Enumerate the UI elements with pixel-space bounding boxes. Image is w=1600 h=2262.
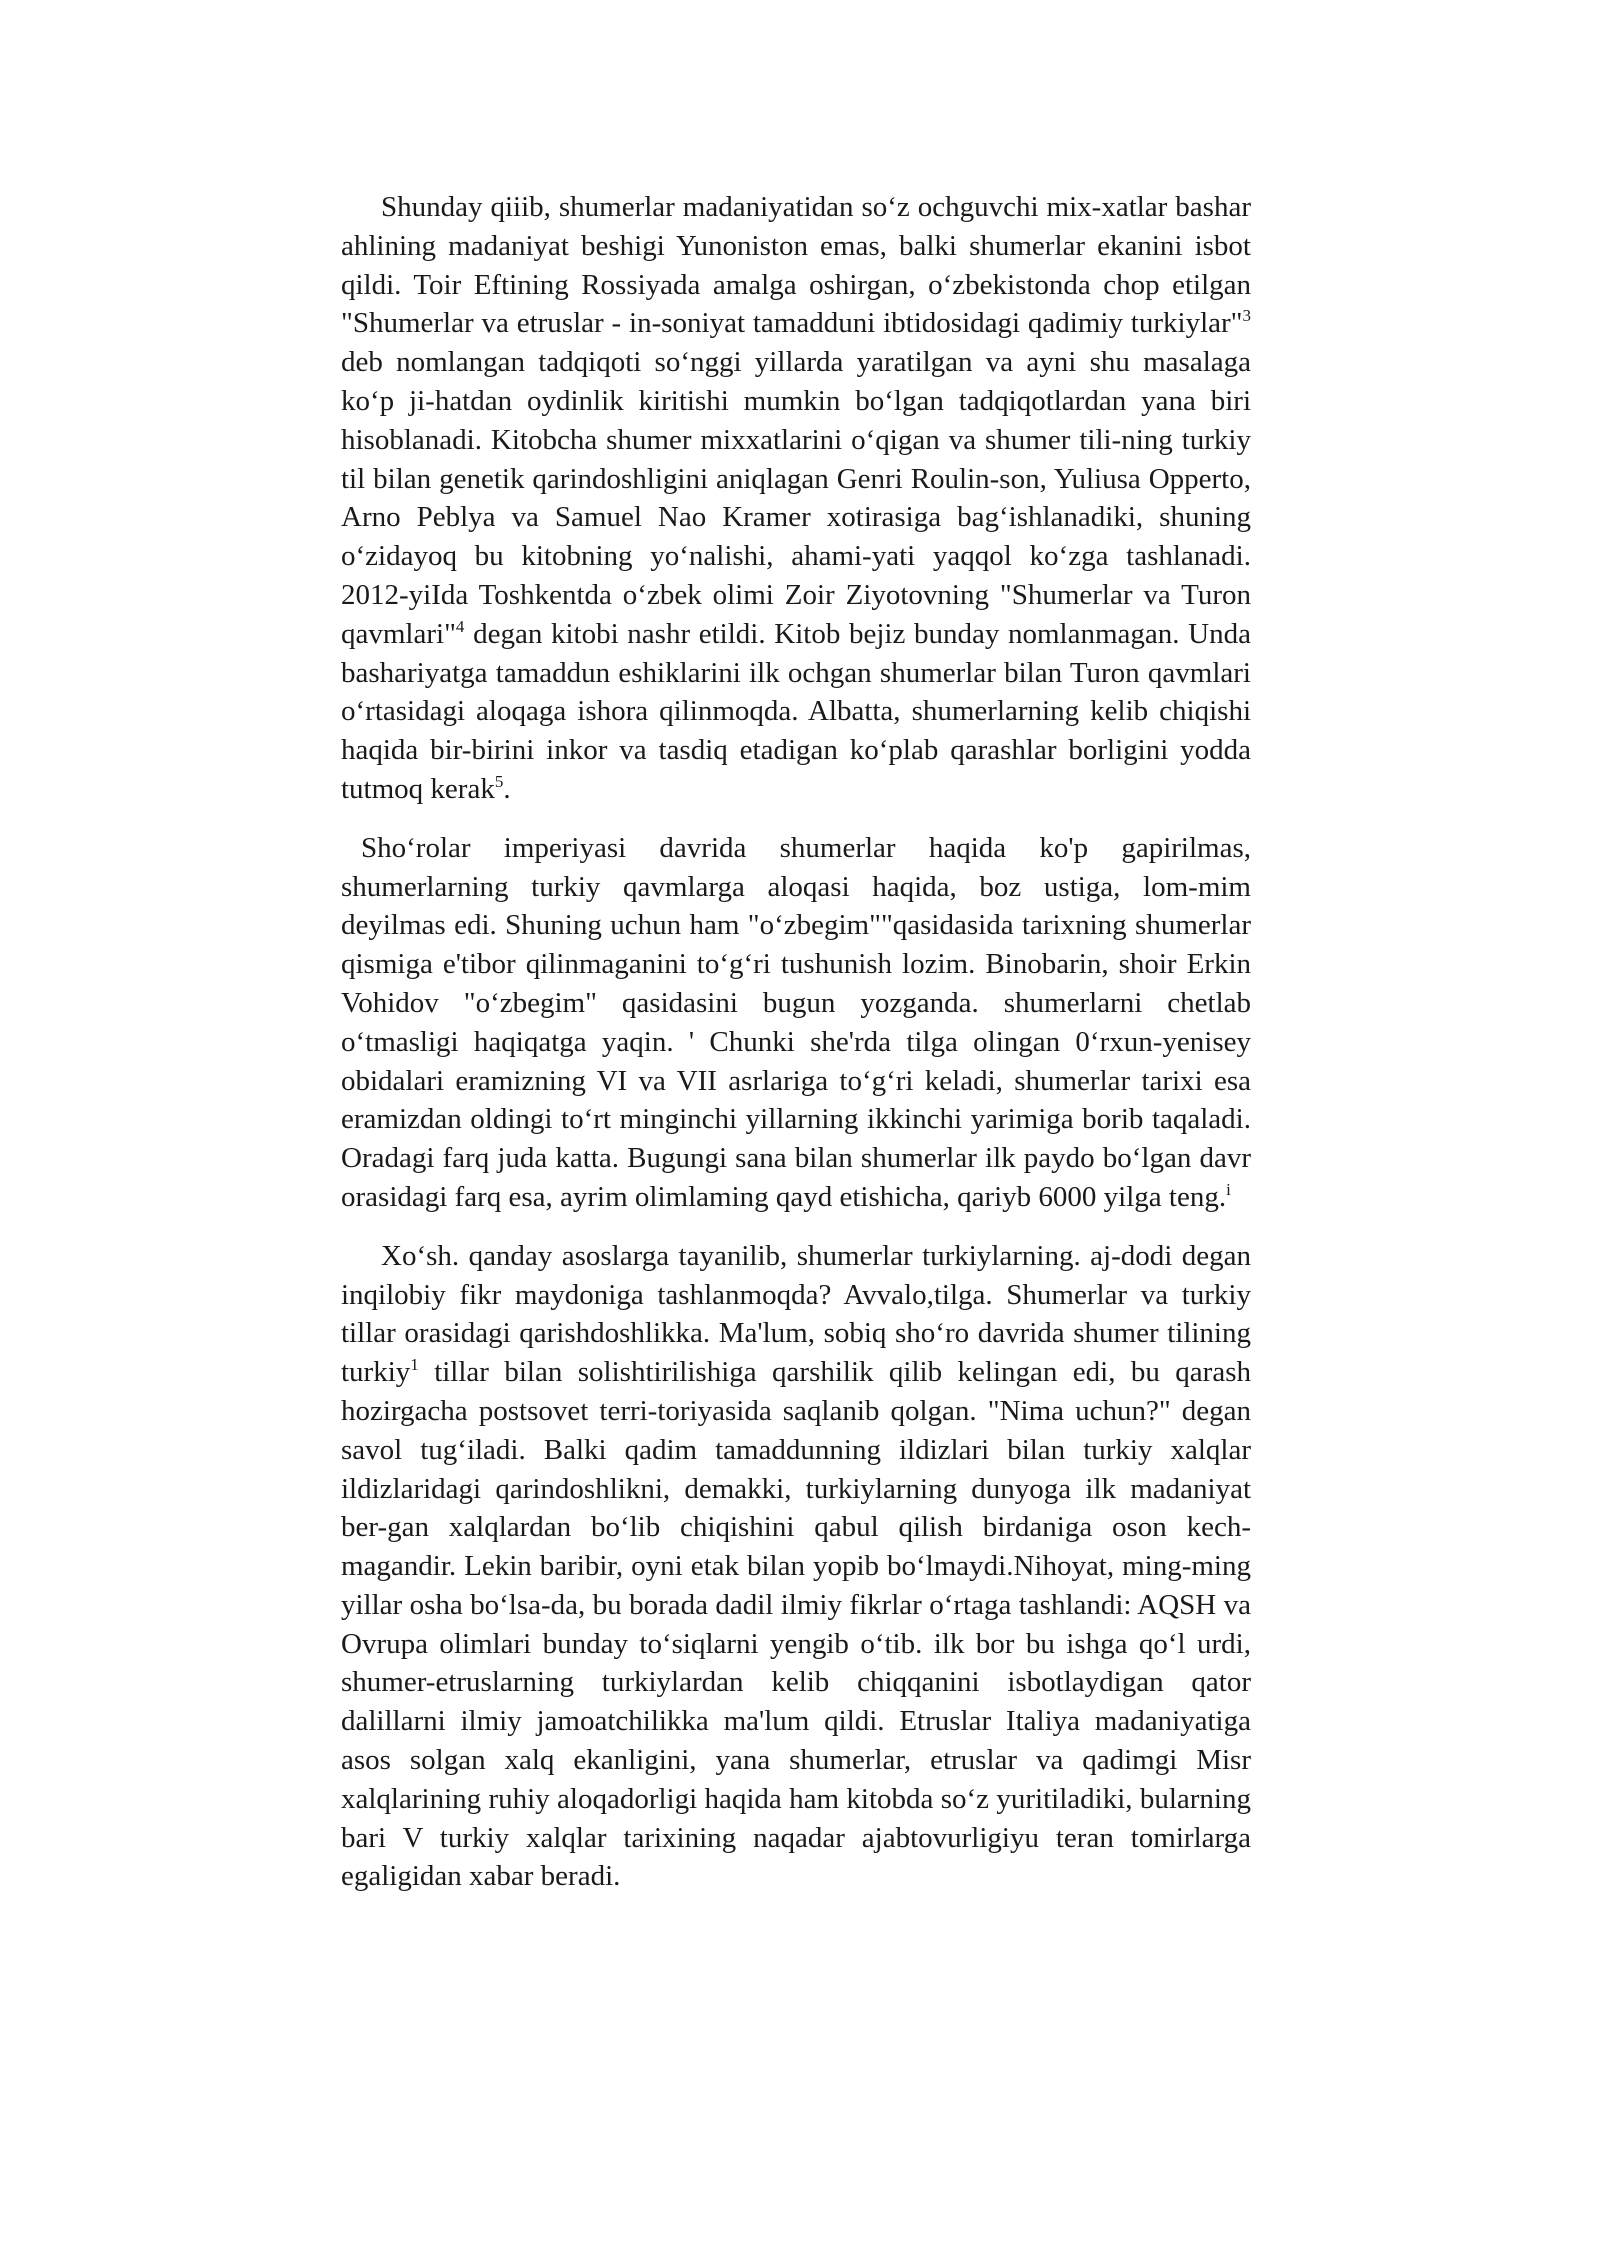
paragraph-3 xyxy=(341,1237,1251,1897)
paragraph-3-text-1: Xo‘sh. qanday asoslarga tayanilib, shumerlar turkiylarning. aj-dodi degan inqilobiy fikr maydoniga tashlanmoqda? Avvalo,tilga. Shumerlar va turkiy tillar orasidagi qarishdoshlikka. Ma'lum, sobiq sho‘ro davrida shumer tilining turkiy xyxy=(341,1239,1251,1389)
paragraph-3-text-2: tillar bilan solishtirilishiga qarshilik qilib kelingan edi, bu qarash hozirgacha postsovet terri-toriyasida saqlanib qolgan. "Nima uchun?" degan savol tug‘iladi. Balki qadim tamaddunning ildizlari bilan turkiy xalqlar ildizlaridagi qarindoshlikni, demakki, turkiylarning dunyoga ilk madaniyat ber-gan xalqlardan bo‘lib chiqishini qabul qilish birdaniga oson kech-magandir. Lekin baribir, oyni etak bilan yopib bo‘lmaydi.Nihoyat, ming-ming yillar osha bo‘lsa-da, bu borada dadil ilmiy fikrlar o‘rtaga tashlandi: AQSH va Ovrupa olimlari bunday to‘siqlarni yengib o‘tib. ilk bor bu ishga qo‘l urdi, shumer-etruslarning turkiylardan kelib chiqqanini isbotlaydigan qator dalillarni ilmiy jamoatchilikka ma'lum qildi. Etruslar Italiya madaniyatiga asos solgan xalq ekanligini, yana shumerlar, etruslar va qadimgi Misr xalqlarining ruhiy aloqadorligi haqida ham kitobda so‘z yuritiladiki, bularning bari V turkiy xalqlar tarixining naqadar ajabtovurligiyu teran tomirlarga egaligidan xabar beradi. xyxy=(341,1356,1251,1893)
footnote-ref-3: 3 xyxy=(1242,306,1251,326)
paragraph-1-text-3: degan kitobi nashr etildi. Kitob bejiz bunday nomlanmagan. Unda bashariyatga tamaddun eshiklarini ilk ochgan shumerlar bilan Turon qavmlari o‘rtasidagi aloqaga ishora qilinmoqda. Albatta, shumerlarning kelib chiqishi haqida bir-birini inkor va tasdiq etadigan ko‘plab qarashlar borligini yodda tutmoq kerak xyxy=(341,617,1251,805)
paragraph-1-text-2: deb nomlangan tadqiqoti so‘nggi yillarda yaratilgan va ayni shu masalaga ko‘p ji-hatdan oydinlik kiritishi mumkin bo‘lgan tadqiqotlardan yana biri hisoblanadi. Kitobcha shumer mixxatlarini o‘qigan va shumer tili-ning turkiy til bilan genetik qarindoshligini aniqlagan Genri Roulin-son, Yuliusa Opperto, Arno Peblya va Samuel Nao Kramer xotirasiga bag‘ishlanadiki, shuning o‘zidayoq bu kitobning yo‘nalishi, ahami-yati yaqqol ko‘zga tashlanadi. 2012-yiIda Toshkentda o‘zbek olimi Zoir Ziyotovning "Shumerlar va Turon qavmlari" xyxy=(341,346,1251,650)
document-body xyxy=(341,188,1251,1896)
footnote-ref-5: 5 xyxy=(494,771,504,791)
paragraph-2-text-1: Sho‘rolar imperiyasi davrida shumerlar haqida ko'p gapirilmas, shumerlarning turkiy qavmlarga aloqasi haqida, boz ustiga, lom-mim deyilmas edi. Shuning uchun ham "o‘zbegim""qasidasida tarixning shumerlar qismiga e'tibor qilinmaganini to‘g‘ri tushunish lozim. Binobarin, shoir Erkin Vohidov "o‘zbegim" qasidasini bugun yozganda. shumerlarni chetlab o‘tmasligi haqiqatga yaqin. ' Chunki she'rda tilga olingan 0‘rxun-yenisey obidalari eramizning VI va VII asrlariga to‘g‘ri keladi, shumerlar tarixi esa eramizdan oldingi to‘rt minginchi yillarning ikkinchi yarimiga borib taqaladi. Oradagi farq juda katta. Bugungi sana bilan shumerlar ilk paydo bo‘lgan davr orasidagi farq esa, ayrim olimlaming qayd etishicha, qariyb 6000 yilga teng. xyxy=(341,831,1251,1213)
paragraph-1-text-4: . xyxy=(503,772,511,805)
paragraph-1-text-1: Shunday qiiib, shumerlar madaniyatidan so‘z ochguvchi mix-xatlar bashar ahlining madaniyat beshigi Yunoniston emas, balki shumerlar ekanini isbot qildi. Toir Eftining Rossiyada amalga oshirgan, o‘zbekistonda chop etilgan "Shumerlar va etruslar - in-soniyat tamadduni ibtidosidagi qadimiy turkiylar" xyxy=(341,191,1251,340)
paragraph-1 xyxy=(341,188,1251,809)
footnote-ref-1: 1 xyxy=(410,1355,419,1375)
paragraph-2 xyxy=(341,829,1251,1217)
footnote-ref-i: i xyxy=(1226,1179,1231,1199)
footnote-ref-4: 4 xyxy=(455,616,465,636)
